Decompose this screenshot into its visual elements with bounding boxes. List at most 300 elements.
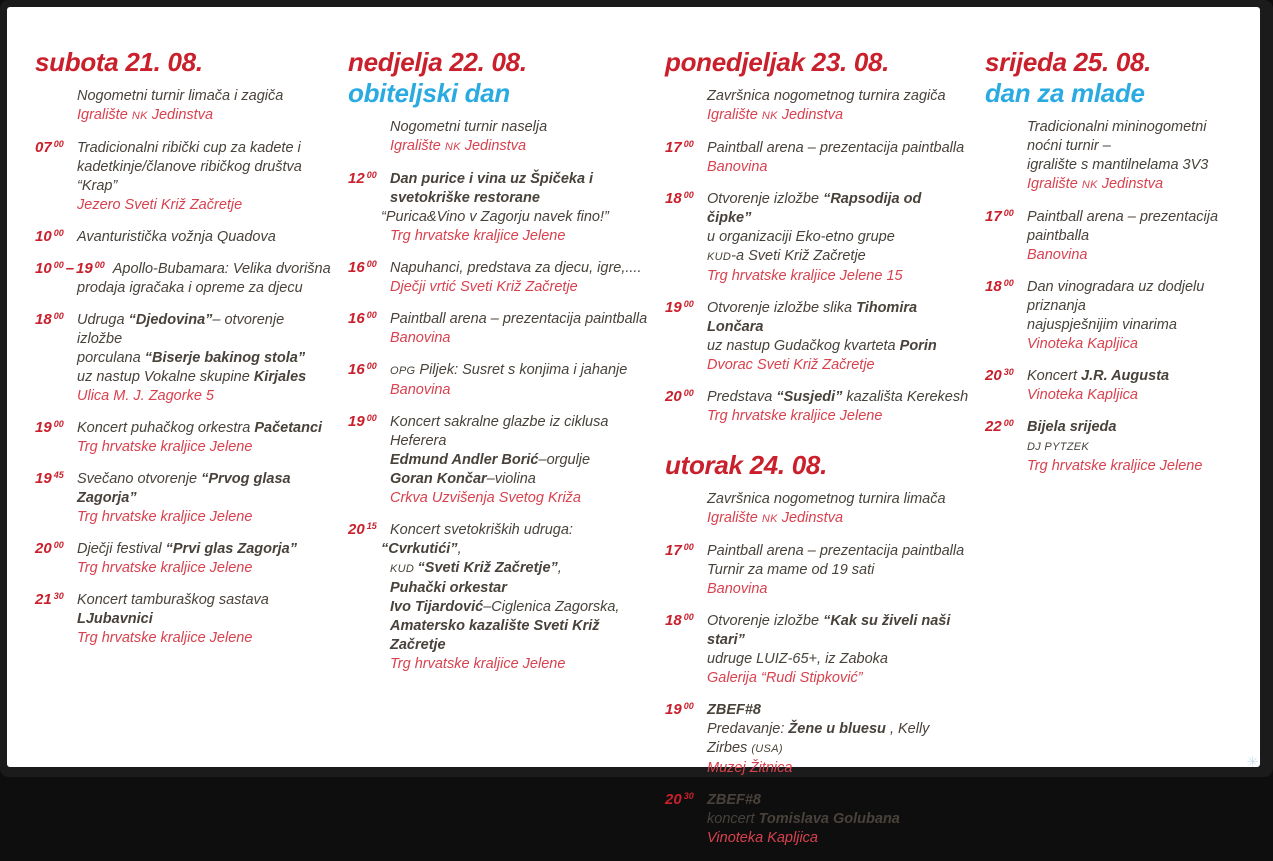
event-time-cell xyxy=(348,361,390,400)
day-column xyxy=(35,47,348,861)
text-segment: Igralište xyxy=(77,107,132,123)
text-segment: Crkva Uzvišenja Svetog Križa xyxy=(390,490,581,506)
text-segment: Dan vinogradara uz dodjelu priznanja xyxy=(1027,279,1205,314)
event-content xyxy=(77,419,332,457)
time-minutes: 30 xyxy=(53,591,64,601)
event-line xyxy=(77,228,332,247)
event-time xyxy=(35,470,64,487)
event-item xyxy=(348,413,649,508)
event-time-cell xyxy=(985,208,1027,265)
event-line xyxy=(77,368,332,387)
text-segment: Napuhanci, predstava za djecu, igre,.... xyxy=(390,260,642,276)
text-segment: Jedinstva xyxy=(777,107,844,123)
small-caps-text: NK xyxy=(444,141,461,153)
day-column xyxy=(985,47,1260,861)
event-content xyxy=(707,139,969,177)
day-title: nedjelja 22. 08. xyxy=(348,47,527,77)
text-segment: uz nastup Gudačkog kvarteta xyxy=(707,338,900,354)
event-content xyxy=(77,540,332,578)
text-segment: Paintball arena – prezentacija paintballa xyxy=(707,140,965,156)
event-line xyxy=(1027,278,1244,316)
event-item xyxy=(665,490,969,529)
event-content xyxy=(77,311,332,406)
text-segment: Piljek: Susret s konjima i jahanje xyxy=(415,362,628,378)
time-hours: 20 xyxy=(35,540,52,557)
event-line xyxy=(390,598,649,617)
event-line xyxy=(1027,208,1244,246)
bold-text: Kirjales xyxy=(253,369,307,385)
event-content xyxy=(390,361,649,400)
text-segment: “Purica&Vino v Zagorju navek fino!” xyxy=(381,209,609,225)
text-segment: Turnir za mame od 19 sati xyxy=(707,562,875,578)
event-venue xyxy=(77,559,332,578)
text-segment: Otvorenje izložbe xyxy=(707,613,824,629)
text-segment: Udruga xyxy=(77,312,129,328)
event-item xyxy=(665,299,969,375)
event-line xyxy=(390,189,649,208)
text-segment: Galerija “Rudi Stipković” xyxy=(707,670,863,686)
text-segment: Koncert tamburaškog sastava xyxy=(77,592,269,608)
time-hours: 16 xyxy=(348,361,365,378)
event-time-cell xyxy=(35,591,77,648)
event-content xyxy=(707,299,969,375)
text-segment: Trg hrvatske kraljice Jelene xyxy=(77,439,253,455)
event-content xyxy=(707,388,969,426)
event-time xyxy=(665,299,694,316)
small-caps-text: NK xyxy=(1081,179,1098,191)
event-venue xyxy=(1027,175,1244,195)
text-segment: Banovina xyxy=(390,330,451,346)
event-venue xyxy=(77,196,332,215)
event-time-cell xyxy=(35,311,77,406)
event-time xyxy=(665,139,694,156)
event-venue xyxy=(390,227,649,246)
time-hours: 10 xyxy=(35,260,52,277)
time-hours: 19 xyxy=(348,413,365,430)
text-segment: Tradicionalni mininogometni noćni turnir – xyxy=(1027,119,1207,154)
text-segment: porculana xyxy=(77,350,145,366)
event-item xyxy=(35,419,332,457)
time-minutes: 00 xyxy=(366,259,377,269)
event-venue xyxy=(707,158,969,177)
event-line xyxy=(77,470,332,508)
bold-text: Žene u bluesu xyxy=(788,721,886,737)
text-segment: – otvorenje izložbe xyxy=(77,312,285,347)
text-segment: Trg hrvatske kraljice Jelene xyxy=(1027,458,1203,474)
event-line xyxy=(390,310,649,329)
event-venue xyxy=(77,629,332,648)
text-segment: Predstava xyxy=(707,389,777,405)
event-venue xyxy=(707,669,969,688)
text-segment: koncert xyxy=(707,811,759,827)
event-time-cell xyxy=(665,139,707,177)
event-content xyxy=(707,490,969,529)
event-time xyxy=(985,208,1014,225)
bold-text: ZBEF#8 xyxy=(707,792,761,808)
text-segment: Banovina xyxy=(390,382,451,398)
text-segment: igralište s mantilnelama 3V3 xyxy=(1027,157,1209,173)
event-item xyxy=(985,278,1244,354)
day-column xyxy=(665,47,985,861)
time-hours: 19 xyxy=(76,260,93,277)
text-segment: Trg hrvatske kraljice Jelene xyxy=(77,630,253,646)
day-title: subota 21. 08. xyxy=(35,47,203,77)
event-line xyxy=(390,617,649,655)
event-time xyxy=(348,413,377,430)
event-time-cell xyxy=(348,310,390,348)
time-hours: 10 xyxy=(35,228,52,245)
event-time-cell xyxy=(665,190,707,286)
text-segment: Vinoteka Kapljica xyxy=(1027,336,1138,352)
event-time-cell xyxy=(665,299,707,375)
small-caps-text: NK xyxy=(761,513,778,525)
event-item xyxy=(665,612,969,688)
event-content xyxy=(1027,278,1244,354)
event-venue xyxy=(390,655,649,674)
event-line xyxy=(77,261,331,296)
event-venue xyxy=(390,278,649,297)
text-segment: Koncert svetokriških udruga: xyxy=(390,522,573,538)
event-item xyxy=(665,791,969,848)
time-hours: 22 xyxy=(985,418,1002,435)
event-content xyxy=(390,118,649,157)
day-subtitle: obiteljski dan xyxy=(348,78,510,108)
event-line xyxy=(1027,118,1244,156)
event-content xyxy=(381,521,649,674)
event-time-cell xyxy=(665,701,707,778)
event-line xyxy=(1027,437,1244,457)
event-time-cell xyxy=(665,612,707,688)
event-time xyxy=(35,228,64,245)
bold-text: Amatersko kazalište Sveti Križ Začretje xyxy=(390,618,600,653)
time-hours: 07 xyxy=(35,139,52,156)
text-segment: Jedinstva xyxy=(777,510,844,526)
day-column xyxy=(348,47,665,861)
event-content xyxy=(390,413,649,508)
day-columns xyxy=(35,47,1260,861)
time-minutes: 15 xyxy=(366,521,377,531)
event-content xyxy=(707,701,969,778)
text-segment: Trg hrvatske kraljice Jelene xyxy=(77,560,253,576)
event-time xyxy=(35,419,64,436)
bold-text: Dan purice i vina uz Špičeka i xyxy=(390,171,594,187)
text-segment: kazališta Kerekesh xyxy=(842,389,969,405)
event-content xyxy=(77,591,332,648)
text-segment: Tradicionalni ribički cup za kadete i xyxy=(77,140,301,156)
event-venue xyxy=(707,509,969,529)
event-line xyxy=(390,470,649,489)
time-minutes: 00 xyxy=(53,139,64,149)
event-venue xyxy=(707,407,969,426)
time-minutes: 00 xyxy=(683,701,694,711)
event-content xyxy=(707,612,969,688)
event-content xyxy=(381,170,649,246)
event-item xyxy=(985,208,1244,265)
event-content xyxy=(1027,208,1244,265)
event-item xyxy=(985,118,1244,195)
event-line xyxy=(707,87,969,106)
time-hours: 16 xyxy=(348,310,365,327)
text-segment: , Kelly Zirbes xyxy=(707,721,930,756)
text-segment: Avanturistička vožnja Quadova xyxy=(77,229,276,245)
snowflake-icon: ✳ xyxy=(1246,754,1259,771)
event-time-cell xyxy=(665,87,707,126)
time-range-dash: – xyxy=(65,260,75,277)
event-time xyxy=(665,542,694,559)
event-venue xyxy=(707,356,969,375)
event-list xyxy=(348,118,649,674)
time-minutes: 00 xyxy=(683,612,694,622)
time-hours: 20 xyxy=(985,367,1002,384)
event-content xyxy=(77,470,332,527)
event-line xyxy=(1027,156,1244,175)
time-minutes: 00 xyxy=(53,419,64,429)
time-minutes: 00 xyxy=(366,413,377,423)
event-line xyxy=(707,791,969,810)
event-time-cell xyxy=(665,388,707,426)
time-minutes: 30 xyxy=(683,791,694,801)
text-segment: Završnica nogometnog turnira limača xyxy=(707,491,946,507)
time-minutes: 00 xyxy=(53,540,64,550)
event-time-cell xyxy=(665,542,707,599)
event-time-cell xyxy=(985,367,1027,405)
day-section xyxy=(665,47,969,426)
text-segment: Završnica nogometnog turnira zagiča xyxy=(707,88,946,104)
event-line xyxy=(390,361,649,381)
bold-text: “Prvog glasa Zagorja” xyxy=(77,471,291,506)
event-line xyxy=(707,388,969,407)
text-segment: Trg hrvatske kraljice Jelene xyxy=(390,228,566,244)
event-line xyxy=(390,118,649,137)
bold-text: “Prvi glas Zagorja” xyxy=(165,541,297,557)
event-venue xyxy=(707,267,969,286)
small-caps-text: NK xyxy=(761,110,778,122)
text-segment: Koncert xyxy=(1027,368,1081,384)
time-hours: 17 xyxy=(985,208,1002,225)
event-content xyxy=(390,259,649,297)
time-minutes: 00 xyxy=(683,542,694,552)
event-time xyxy=(665,612,694,629)
event-line xyxy=(707,542,969,561)
text-segment: u organizaciji Eko-etno grupe xyxy=(707,229,895,245)
bold-text: J.R. Augusta xyxy=(1081,368,1170,384)
event-list xyxy=(985,118,1244,476)
bold-text: “Biserje bakinog stola” xyxy=(144,350,306,366)
bold-text: Pačetanci xyxy=(254,420,323,436)
event-content xyxy=(1027,367,1244,405)
bold-text: ZBEF#8 xyxy=(707,702,761,718)
event-line xyxy=(77,158,332,196)
bold-text: Goran Končar xyxy=(390,471,487,487)
bold-text: “Rapsodija od čipke” xyxy=(707,191,922,226)
text-segment: Igralište xyxy=(707,510,762,526)
text-segment: Nogometni turnir limača i zagiča xyxy=(77,88,284,104)
event-time xyxy=(665,701,694,718)
time-minutes: 00 xyxy=(1003,418,1014,428)
event-line xyxy=(707,561,969,580)
event-venue xyxy=(390,489,649,508)
event-time xyxy=(665,388,694,405)
time-hours: 21 xyxy=(35,591,52,608)
event-time xyxy=(35,139,64,156)
time-hours: 19 xyxy=(665,701,682,718)
event-line xyxy=(77,87,332,106)
small-caps-text: DJ PYTZEK xyxy=(1027,441,1090,453)
text-segment: -a Sveti Križ Začretje xyxy=(731,248,866,264)
text-segment: Igralište xyxy=(1027,176,1082,192)
time-minutes: 00 xyxy=(1003,278,1014,288)
event-line xyxy=(707,612,969,650)
bold-text: Tihomira Lončara xyxy=(707,300,918,335)
text-segment: Trg hrvatske kraljice Jelene xyxy=(390,656,566,672)
event-item xyxy=(35,139,332,215)
event-time-cell xyxy=(665,791,707,848)
text-segment: Vinoteka Kapljica xyxy=(1027,387,1138,403)
event-item xyxy=(665,87,969,126)
event-line xyxy=(707,720,969,759)
text-segment: Apollo-Bubamara: Velika dvorišna prodaja igračaka i opreme za djecu xyxy=(77,261,331,296)
time-minutes: 00 xyxy=(53,311,64,321)
text-segment: Koncert sakralne glazbe iz ciklusa Heferera xyxy=(390,414,609,449)
text-segment: Paintball arena – prezentacija paintballa xyxy=(707,543,965,559)
bold-text: Porin xyxy=(899,338,937,354)
event-venue xyxy=(390,381,649,400)
event-time xyxy=(348,170,377,187)
event-time xyxy=(985,278,1014,295)
time-hours: 20 xyxy=(665,388,682,405)
day-section xyxy=(665,450,969,848)
bold-text: “Djedovina” xyxy=(128,312,213,328)
event-quote-line xyxy=(381,208,649,227)
event-venue xyxy=(1027,386,1244,405)
event-item xyxy=(35,228,332,247)
text-segment: Svečano otvorenje xyxy=(77,471,202,487)
time-minutes: 00 xyxy=(366,361,377,371)
text-segment: –Ciglenica Zagorska, xyxy=(483,599,620,615)
text-segment: udruge LUIZ-65+, iz Zaboka xyxy=(707,651,888,667)
event-time-cell xyxy=(35,419,77,457)
event-item xyxy=(665,139,969,177)
event-content xyxy=(707,190,969,286)
text-segment: Dvorac Sveti Križ Začretje xyxy=(707,357,875,373)
event-time-cell xyxy=(348,118,390,157)
event-content xyxy=(707,542,969,599)
time-minutes: 30 xyxy=(1003,367,1014,377)
event-time xyxy=(985,367,1014,384)
text-segment: Dječji festival xyxy=(77,541,166,557)
bold-text: Tomislava Golubana xyxy=(758,811,900,827)
text-segment: Ulica M. J. Zagorke 5 xyxy=(77,388,214,404)
small-caps-text: KUD xyxy=(390,563,418,575)
event-line xyxy=(707,228,969,247)
event-line xyxy=(707,139,969,158)
text-segment: Muzej Žitnica xyxy=(707,760,793,776)
event-content xyxy=(77,87,332,126)
event-time xyxy=(35,260,105,277)
event-time-cell xyxy=(348,259,390,297)
event-line xyxy=(707,650,969,669)
bold-text: “Cvrkutići” xyxy=(381,541,458,557)
bold-text: LJubavnici xyxy=(77,611,153,627)
time-minutes: 00 xyxy=(683,388,694,398)
event-time-cell xyxy=(985,418,1027,476)
bold-text: Ivo Tijardović xyxy=(390,599,484,615)
event-venue xyxy=(707,829,969,848)
event-line xyxy=(707,247,969,267)
event-line xyxy=(390,559,649,579)
time-hours: 19 xyxy=(35,419,52,436)
event-content xyxy=(390,310,649,348)
event-venue xyxy=(77,438,332,457)
time-minutes: 45 xyxy=(53,470,64,480)
event-time xyxy=(348,259,377,276)
bold-text: “Sveti Križ Začretje” xyxy=(417,560,558,576)
event-line xyxy=(707,810,969,829)
time-hours: 12 xyxy=(348,170,365,187)
event-venue xyxy=(77,387,332,406)
event-time-cell xyxy=(35,470,77,527)
event-time-cell xyxy=(348,413,390,508)
event-time-cell xyxy=(35,540,77,578)
bold-text: Bijela srijeda xyxy=(1027,419,1117,435)
event-venue xyxy=(1027,246,1244,265)
day-title: utorak 24. 08. xyxy=(665,450,827,480)
text-segment: Nogometni turnir naselja xyxy=(390,119,548,135)
event-venue xyxy=(390,329,649,348)
time-minutes: 00 xyxy=(1003,208,1014,218)
event-quote-line xyxy=(381,540,649,559)
event-item xyxy=(348,361,649,400)
time-hours: 18 xyxy=(665,612,682,629)
time-minutes: 00 xyxy=(53,228,64,238)
event-content xyxy=(707,791,969,848)
event-item xyxy=(665,190,969,286)
text-segment: Otvorenje izložbe slika xyxy=(707,300,857,316)
bold-text: “Susjedi” xyxy=(776,389,843,405)
bold-text: svetokriške restorane xyxy=(390,190,540,206)
text-segment: , xyxy=(557,560,562,576)
text-segment: uz nastup Vokalne skupine xyxy=(77,369,254,385)
text-segment: Banovina xyxy=(707,159,768,175)
event-venue xyxy=(707,759,969,778)
event-venue xyxy=(707,580,969,599)
time-hours: 20 xyxy=(665,791,682,808)
event-item xyxy=(348,310,649,348)
event-item xyxy=(35,87,332,126)
time-minutes: 00 xyxy=(683,190,694,200)
event-item xyxy=(348,170,649,246)
small-caps-text: (USA) xyxy=(751,743,783,755)
event-venue xyxy=(1027,335,1244,354)
time-hours: 19 xyxy=(35,470,52,487)
event-content xyxy=(707,87,969,126)
small-caps-text: NK xyxy=(131,110,148,122)
time-hours: 17 xyxy=(665,542,682,559)
bold-text: “Kak su živeli naši stari” xyxy=(707,613,951,648)
text-segment: Trg hrvatske kraljice Jelene xyxy=(77,509,253,525)
text-segment: Otvorenje izložbe xyxy=(707,191,824,207)
event-venue xyxy=(77,106,332,126)
event-venue xyxy=(390,137,649,157)
day-title: srijeda 25. 08. xyxy=(985,47,1152,77)
event-list xyxy=(35,87,332,648)
time-hours: 20 xyxy=(348,521,365,538)
time-hours: 17 xyxy=(665,139,682,156)
time-minutes: 00 xyxy=(366,170,377,180)
event-line xyxy=(707,701,969,720)
text-segment: najuspješnijim vinarima xyxy=(1027,317,1177,333)
event-content xyxy=(77,139,332,215)
